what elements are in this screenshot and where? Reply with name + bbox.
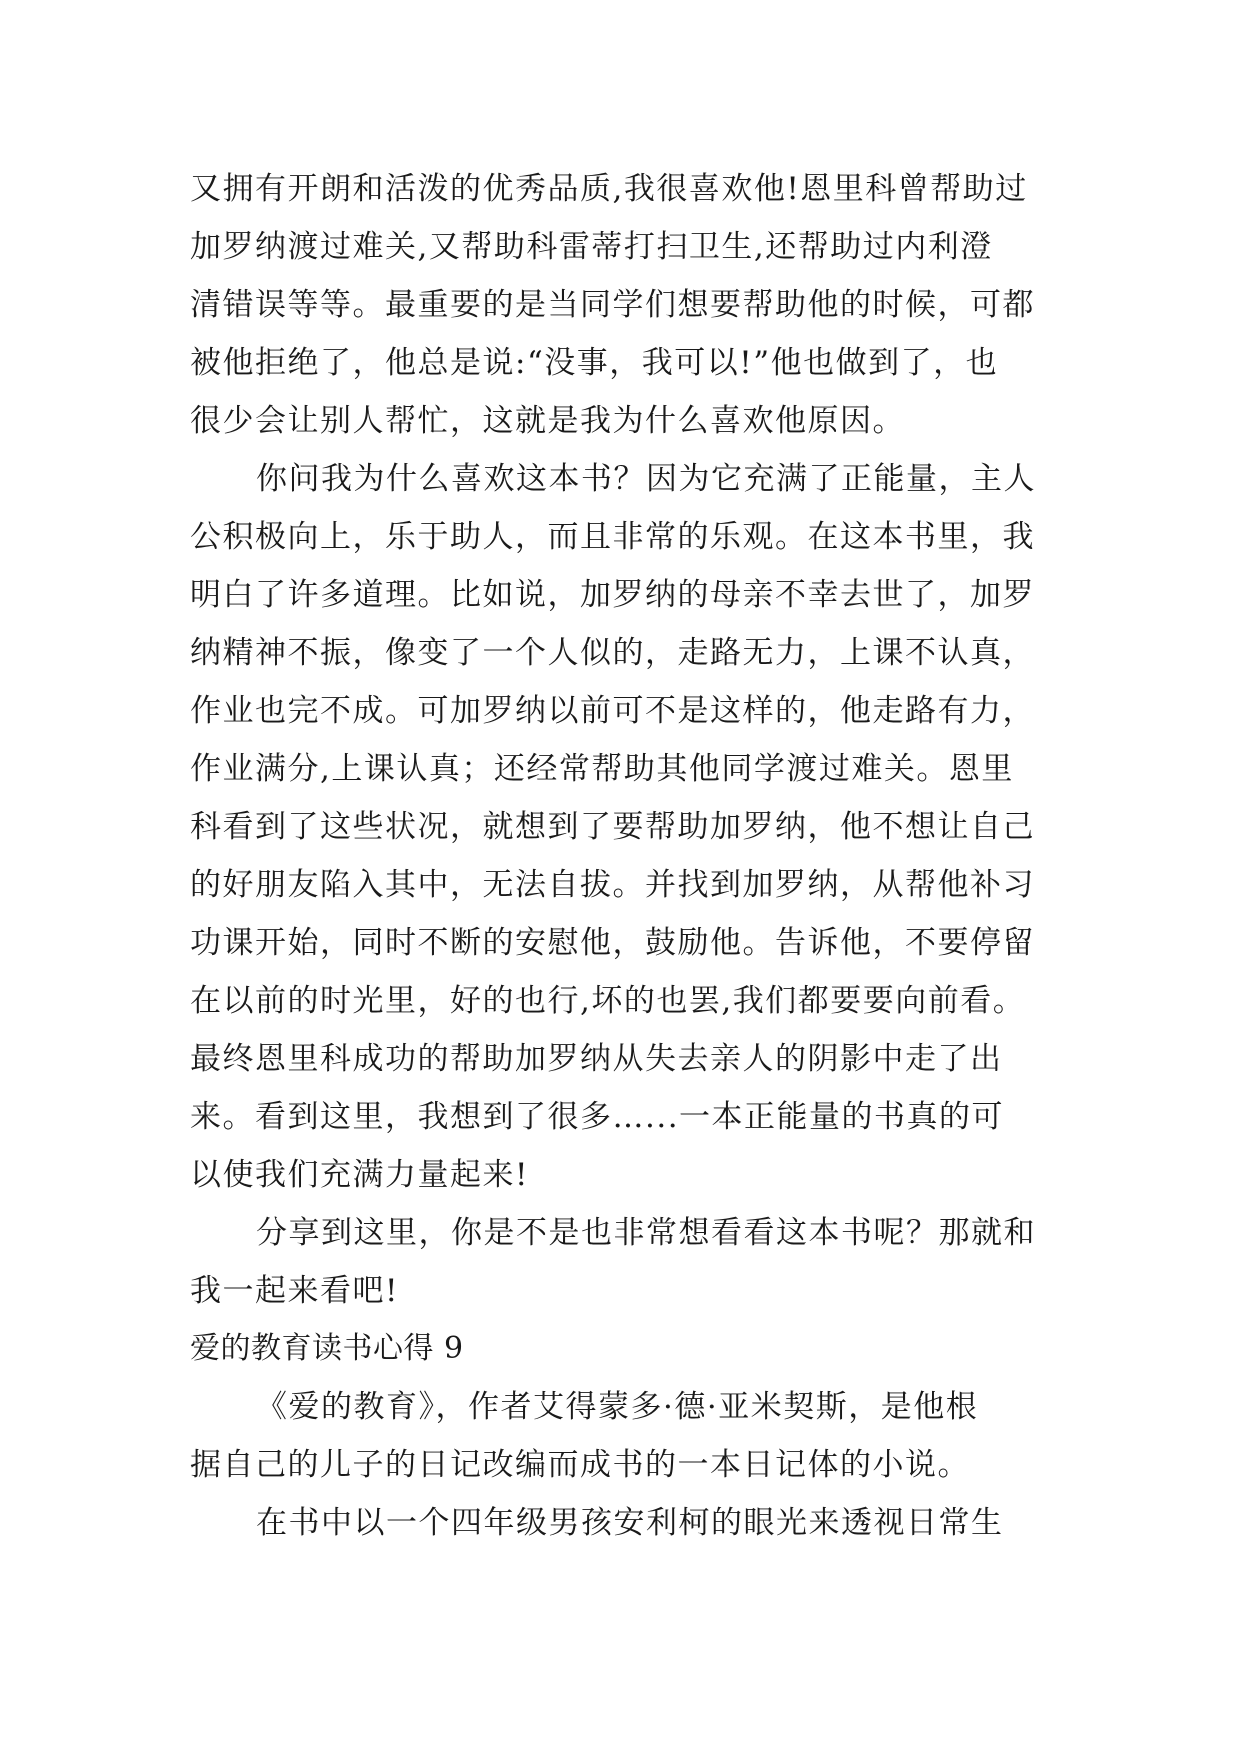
text-line: 被他拒绝了，他总是说:“没事，我可以!”他也做到了，也 [190,345,999,381]
text-line: 据自己的儿子的日记改编而成书的一本日记体的小说。 [190,1447,970,1483]
text-line: 很少会让别人帮忙，这就是我为什么喜欢他原因。 [190,403,905,439]
section-heading: 爱的教育读书心得 9 [190,1331,464,1366]
text-line: 纳精神不振，像变了一个人似的，走路无力，上课不认真， [190,635,1035,671]
paragraph-first-line: 《爱的教育》，作者艾得蒙多·德·亚米契斯，是他根 [256,1389,979,1425]
paragraph-first-line: 你问我为什么喜欢这本书？因为它充满了正能量，主人 [256,461,1036,497]
text-line: 最终恩里科成功的帮助加罗纳从失去亲人的阴影中走了出 [190,1041,1003,1077]
text-line: 来。看到这里，我想到了很多…...一本正能量的书真的可 [190,1099,1005,1135]
text-line: 公积极向上，乐于助人，而且非常的乐观。在这本书里，我 [190,519,1035,555]
text-line: 又拥有开朗和活泼的优秀品质,我很喜欢他!恩里科曾帮助过 [190,171,1028,207]
text-line: 清错误等等。最重要的是当同学们想要帮助他的时候，可都 [190,287,1035,323]
paragraph-first-line: 分享到这里，你是不是也非常想看看这本书呢？那就和 [256,1215,1036,1251]
text-line: 功课开始，同时不断的安慰他，鼓励他。告诉他，不要停留 [190,925,1035,961]
text-line: 加罗纳渡过难关,又帮助科雷蒂打扫卫生,还帮助过内利澄 [190,229,993,265]
text-line: 在以前的时光里，好的也行,坏的也罢,我们都要要向前看。 [190,983,1026,1019]
text-line: 的好朋友陷入其中，无法自拔。并找到加罗纳，从帮他补习 [190,867,1035,903]
text-line: 作业也完不成。可加罗纳以前可不是这样的，他走路有力， [190,693,1035,729]
text-line: 作业满分,上课认真；还经常帮助其他同学渡过难关。恩里 [190,751,1014,787]
text-line: 科看到了这些状况，就想到了要帮助加罗纳，他不想让自己 [190,809,1035,845]
document-body [190,160,1070,1552]
text-line: 以使我们充满力量起来! [190,1157,529,1193]
text-line: 明白了许多道理。比如说，加罗纳的母亲不幸去世了，加罗 [190,577,1035,613]
paragraph-first-line: 在书中以一个四年级男孩安利柯的眼光来透视日常生 [256,1505,1004,1541]
text-line: 我一起来看吧! [190,1273,399,1309]
